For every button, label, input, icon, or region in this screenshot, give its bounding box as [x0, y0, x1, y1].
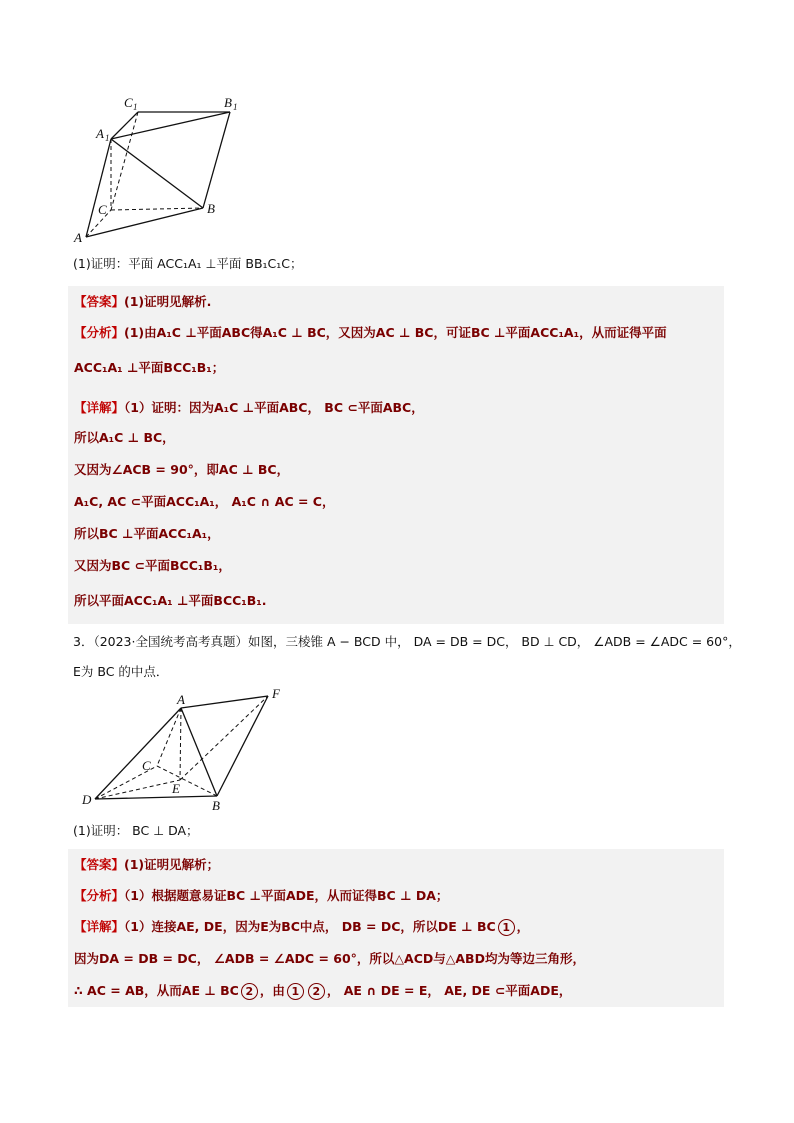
detail-line: 又因为BC ⊂平面BCC₁B₁， [74, 558, 231, 573]
detail-line: 所以A₁C ⊥ BC， [74, 430, 175, 445]
circled-number-1: 1 [287, 983, 304, 1000]
label-a1: A [96, 126, 104, 141]
label-b: B [207, 201, 215, 216]
edge-c-b [111, 208, 203, 210]
edge-d-a [95, 708, 181, 799]
label-c: C [142, 758, 151, 773]
svg-text:1: 1 [133, 102, 138, 112]
circled-number-1: 1 [498, 919, 515, 936]
solution-box-2 [68, 849, 724, 1007]
edge-a1-b [111, 139, 203, 208]
edge-d-e [95, 780, 180, 799]
edge-c-b [157, 766, 217, 796]
q3-part1: (1)证明： BC ⊥ DA； [73, 823, 199, 838]
label-b: B [212, 798, 220, 813]
svg-text:1: 1 [105, 133, 110, 143]
circled-number-2: 2 [241, 983, 258, 1000]
detail-row-1: 【详解】（1）证明：因为A₁C ⊥平面ABC， BC ⊂平面ABC， [74, 400, 424, 415]
figure-prism [70, 90, 250, 250]
q3-line2: E为 BC 的中点． [73, 664, 169, 679]
analysis-row-1b: ACC₁A₁ ⊥平面BCC₁B₁； [74, 360, 225, 375]
detail-line: ∴ AC = AB，从而AE ⊥ BC 2 ，由 1 2 ， AE ∩ DE = E， AE, DE ⊂平面ADE， [74, 983, 572, 998]
q1-part1: (1)证明：平面 ACC₁A₁ ⊥平面 BB₁C₁C； [73, 256, 303, 271]
label-a: A [74, 230, 82, 245]
edge-a-e [180, 708, 181, 780]
label-e: E [172, 781, 180, 796]
edge-a-f [181, 696, 268, 708]
detail-line: 所以平面ACC₁A₁ ⊥平面BCC₁B₁. [74, 593, 267, 608]
detail-line: 所以BC ⊥平面ACC₁A₁， [74, 526, 220, 541]
edge-f-b [217, 696, 268, 796]
label-b1: B [224, 95, 232, 110]
circled-number-2: 2 [308, 983, 325, 1000]
detail-line: A₁C, AC ⊂平面ACC₁A₁， A₁C ∩ AC = C， [74, 494, 335, 509]
detail-line: 因为DA = DB = DC， ∠ADB = ∠ADC = 60°，所以△ACD与△ABD均为等边三角形， [74, 951, 585, 966]
answer-row-3: 【答案】(1)证明见解析； [74, 857, 220, 872]
q3-line1: 3．（2023·全国统考高考真题）如图，三棱锥 A − BCD 中， DA = DB = DC， BD ⊥ CD， ∠ADB = ∠ADC = 60°， [73, 634, 741, 649]
answer-row-1: 【答案】(1)证明见解析. [74, 294, 212, 309]
figure-tetrahedron [75, 688, 295, 816]
analysis-row-3: 【分析】（1）根据题意易证BC ⊥平面ADE，从而证得BC ⊥ DA； [74, 888, 449, 903]
edge-a-b [181, 708, 217, 796]
edge-b1-b [203, 112, 230, 208]
analysis-row-1: 【分析】(1)由A₁C ⊥平面ABC得A₁C ⊥ BC，又因为AC ⊥ BC，可证BC ⊥平面ACC₁A₁，从而证得平面 [74, 325, 667, 340]
svg-text:1: 1 [233, 102, 238, 112]
label-c1: C [124, 95, 133, 110]
edge-a-a1 [86, 139, 111, 237]
label-a: A [177, 692, 185, 707]
edge-d-b [95, 796, 217, 799]
edge-a-c [157, 708, 181, 766]
detail-line: 又因为∠ACB = 90°，即AC ⊥ BC， [74, 462, 290, 477]
detail-row-3: 【详解】（1）连接AE, DE，因为E为BC中点， DB = DC，所以DE ⊥ BC 1 ， [74, 919, 530, 934]
edge-c1-c [111, 112, 138, 210]
label-d: D [82, 792, 92, 807]
label-f: F [272, 688, 280, 701]
label-c: C [98, 202, 107, 217]
edge-a1-b1 [111, 112, 230, 139]
solution-box-1 [68, 286, 724, 624]
